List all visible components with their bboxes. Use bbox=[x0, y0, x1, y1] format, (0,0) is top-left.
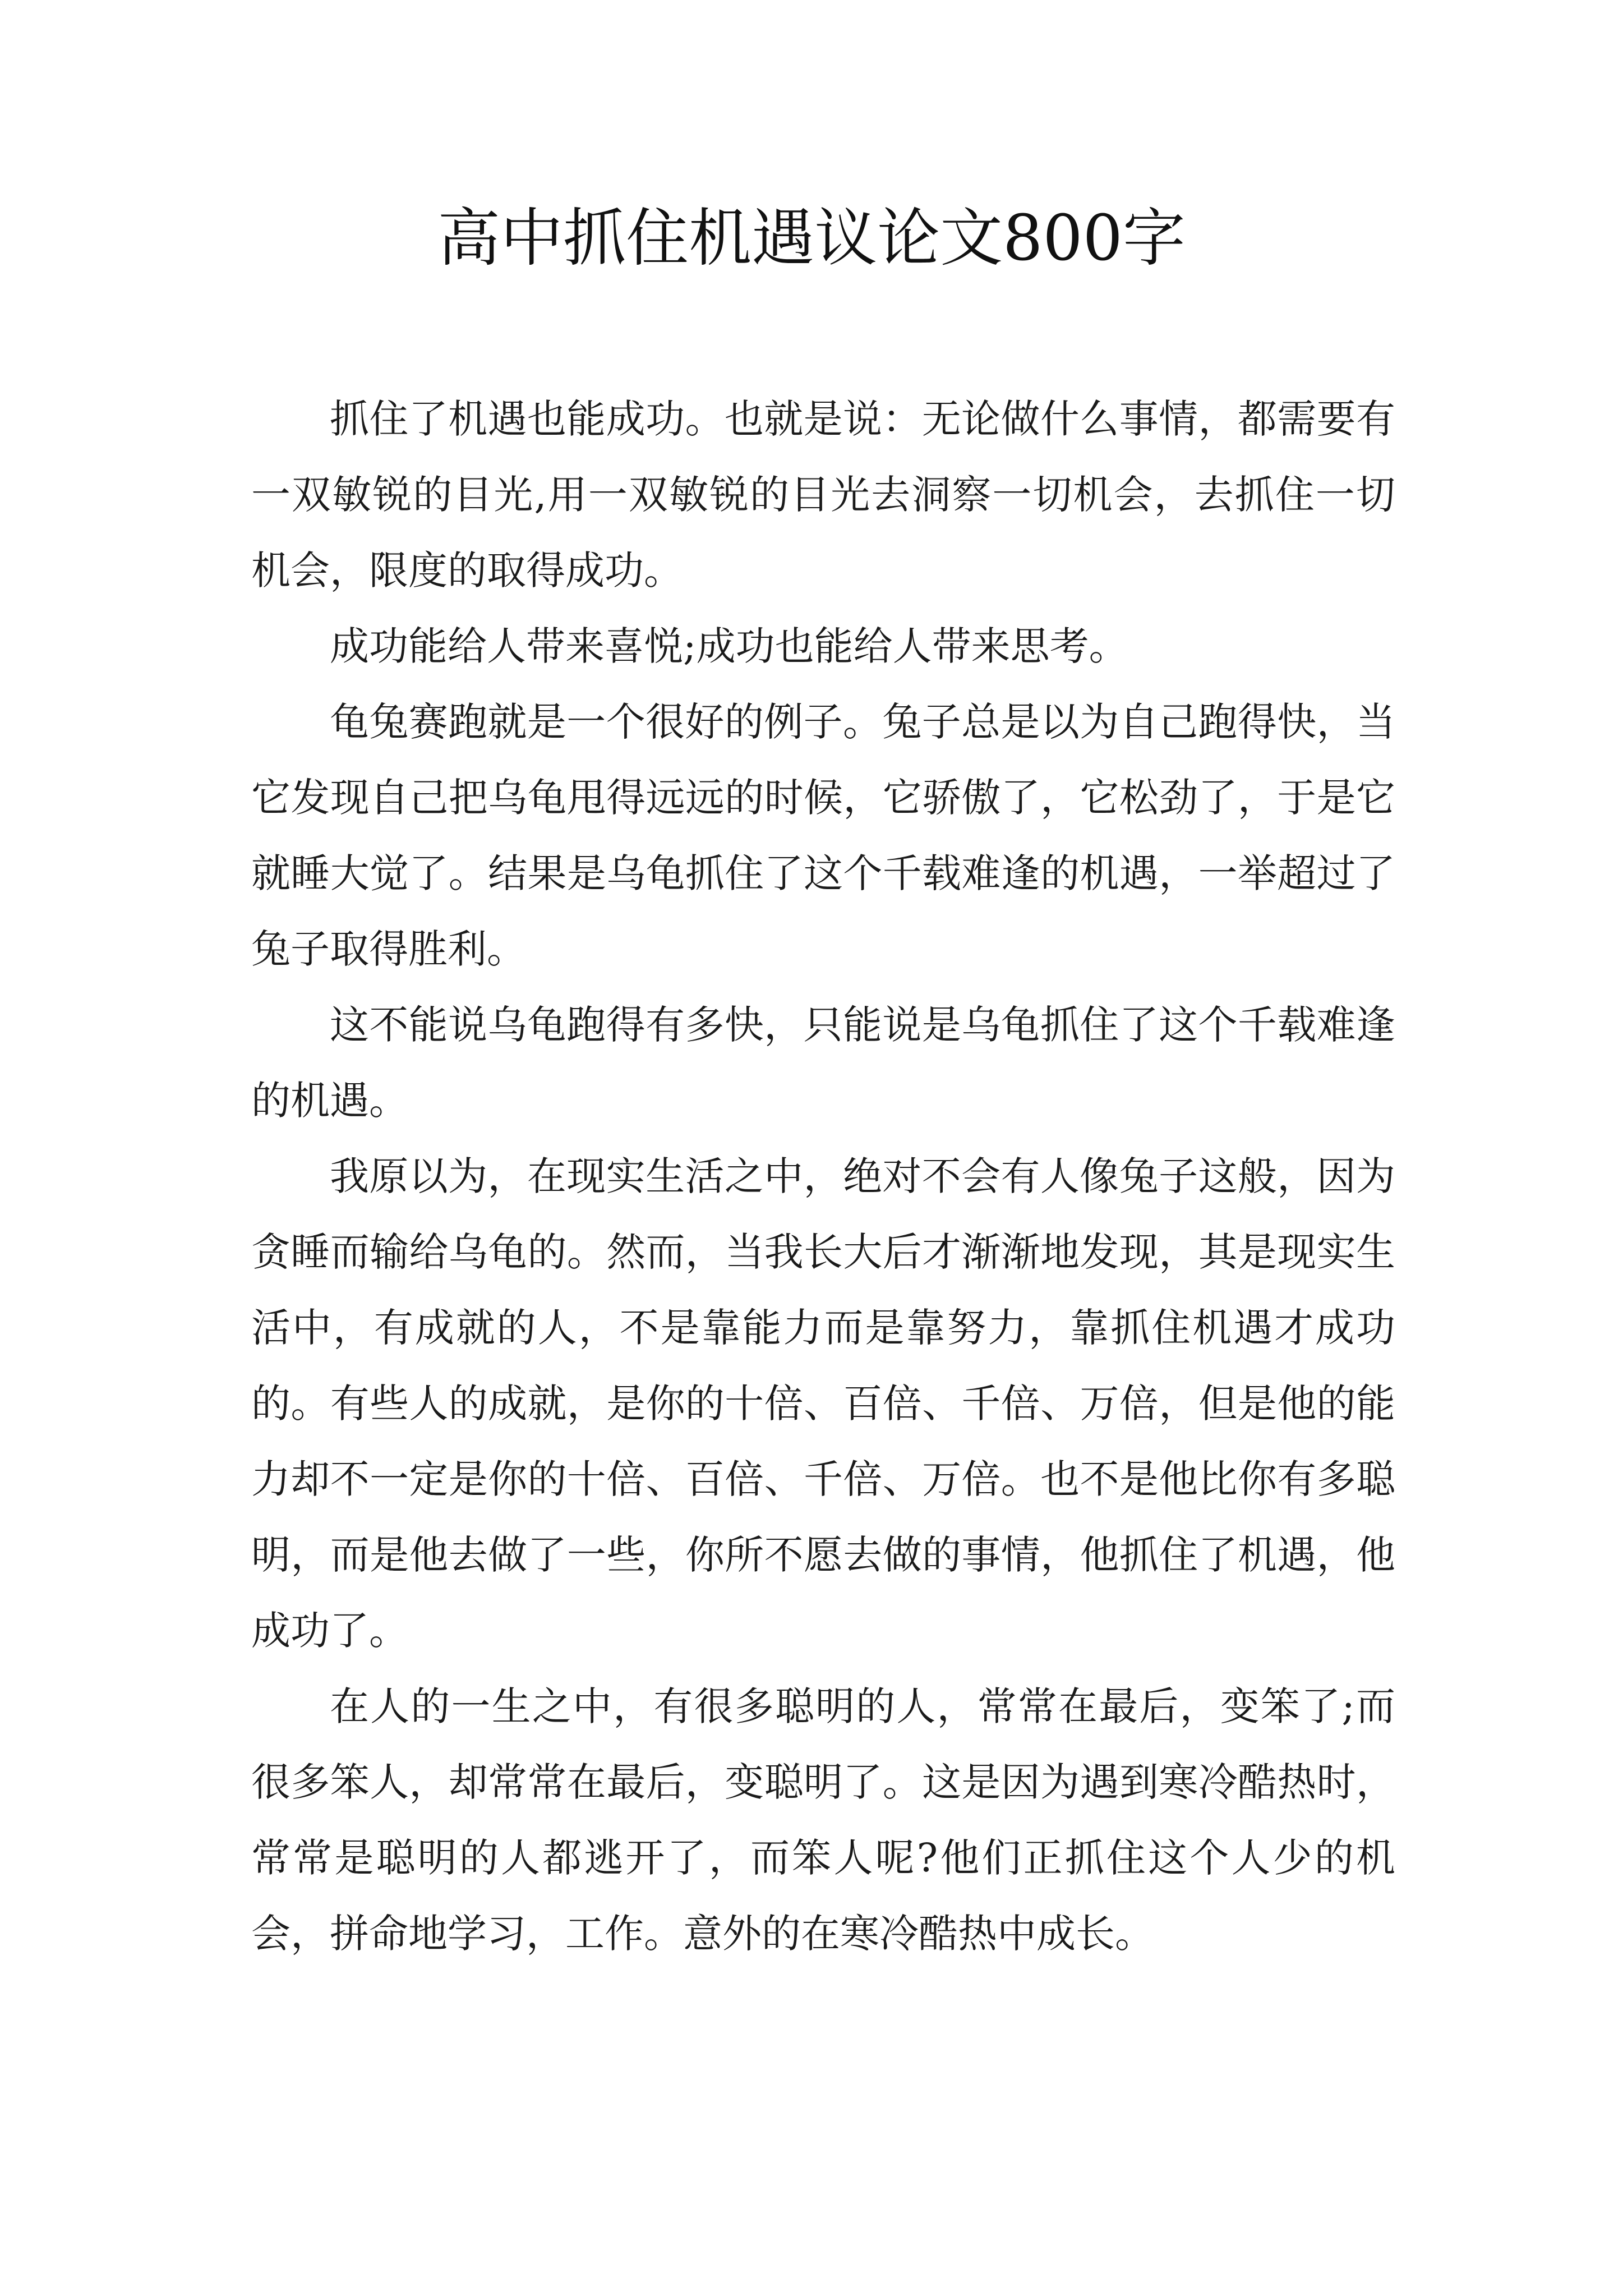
document-body bbox=[251, 381, 1395, 1972]
paragraph-2: 成功能给人带来喜悦;成功也能给人带来思考。 bbox=[330, 623, 1128, 669]
paragraph-1: 抓住了机遇也能成功。也就是说：无论做什么事情，都需要有一双敏锐的目光,用一双敏锐的目光去洞察一切机会，去抓住一切机会，限度的取得成功。 bbox=[251, 396, 1395, 593]
paragraph-5: 我原以为，在现实生活之中，绝对不会有人像兔子这般，因为贪睡而输给乌龟的。然而，当我长大后才渐渐地发现，其是现实生活中，有成就的人，不是靠能力而是靠努力，靠抓住机遇才成功的。有些人的成就，是你的十倍、百倍、千倍、万倍，但是他的能力却不一定是你的十倍、百倍、千倍、万倍。也不是他比你有多聪明，而是他去做了一些，你所不愿去做的事情，他抓住了机遇，他成功了。 bbox=[251, 1153, 1395, 1654]
paragraph-4: 这不能说乌龟跑得有多快，只能说是乌龟抓住了这个千载难逢的机遇。 bbox=[251, 1002, 1395, 1124]
document-title: 高中抓住机遇议论文800字 bbox=[437, 202, 1186, 275]
paragraph-3: 龟兔赛跑就是一个很好的例子。兔子总是以为自己跑得快，当它发现自己把乌龟甩得远远的时候，它骄傲了，它松劲了，于是它就睡大觉了。结果是乌龟抓住了这个千载难逢的机遇，一举超过了兔子取得胜利。 bbox=[251, 699, 1395, 972]
paragraph-6: 在人的一生之中，有很多聪明的人，常常在最后，变笨了;而很多笨人，却常常在最后，变聪明了。这是因为遇到寒冷酷热时，常常是聪明的人都逃开了，而笨人呢?他们正抓住这个人少的机会，拼命地学习，工作。意外的在寒冷酷热中成长。 bbox=[251, 1683, 1395, 1957]
